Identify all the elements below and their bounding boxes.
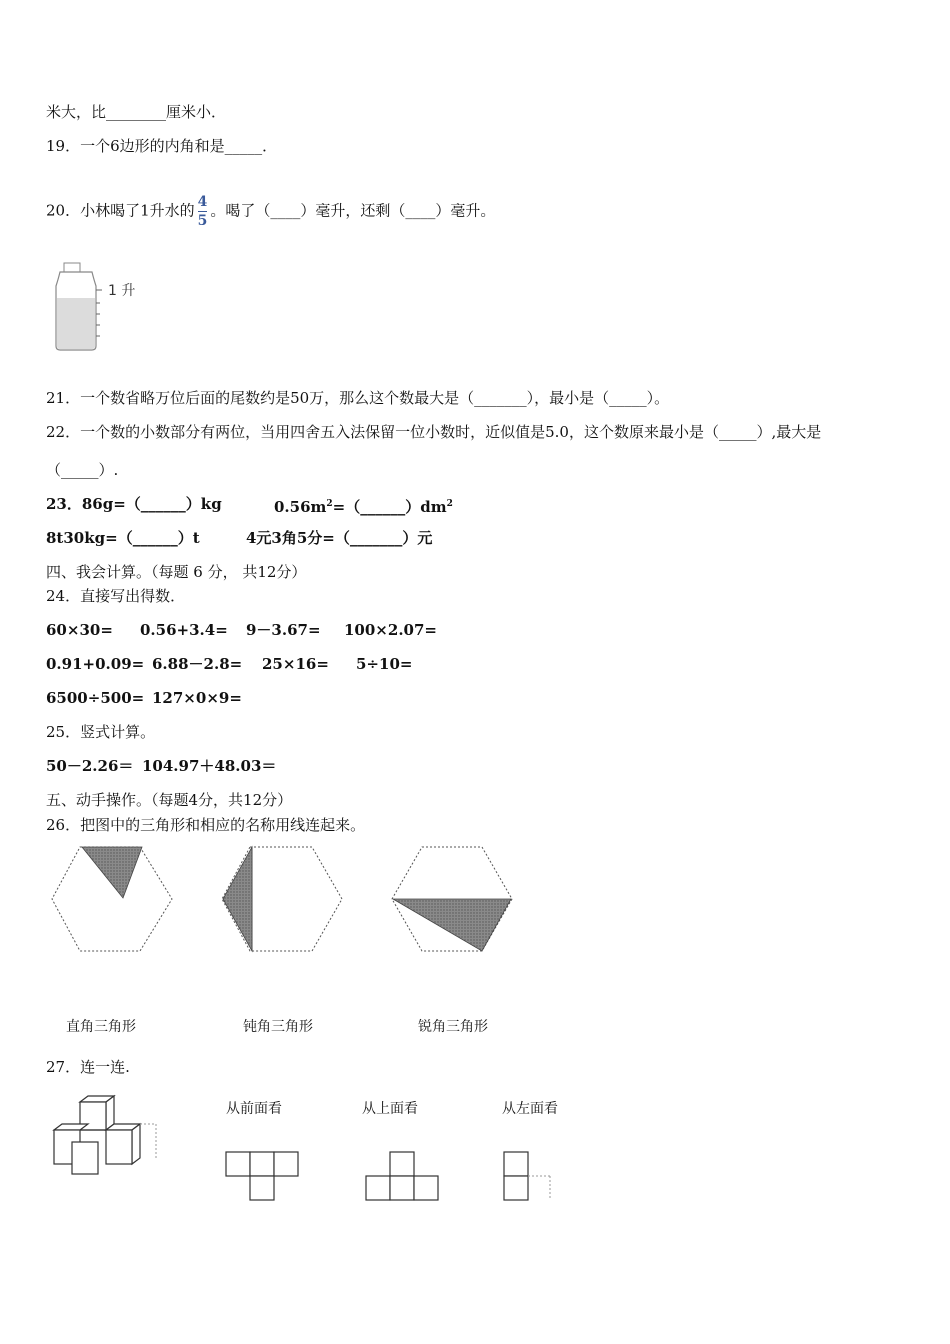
calc-item: 9－3.67= <box>246 621 321 639</box>
q23-row1 <box>46 494 453 516</box>
vertical-calc-item: 50－2.26＝ <box>46 757 134 775</box>
section-4-heading: 四、我会计算。（每题 6 分， 共12分） <box>46 563 307 581</box>
section-5-heading: 五、动手操作。（每题4分，共12分） <box>46 791 293 809</box>
q20-text-a: 20．小林喝了1升水的 <box>46 201 195 220</box>
q20 <box>46 194 495 229</box>
hexagon-2 <box>222 847 342 951</box>
calc-item: 5÷10= <box>356 655 413 673</box>
calc-item: 6.88－2.8= <box>152 655 243 673</box>
q23-a: 23．86g=（______）kg <box>46 495 222 513</box>
q19: 19．一个6边形的内角和是_____． <box>46 137 278 155</box>
hexagon-3 <box>392 847 512 951</box>
label-front-view: 从前面看 <box>226 1101 282 1117</box>
label-right-triangle: 直角三角形 <box>66 1019 136 1035</box>
q22-cont: （_____）. <box>46 461 119 479</box>
q20-text-b: 。喝了（____）毫升，还剩（____）毫升。 <box>210 201 496 220</box>
cube-stack-figure <box>50 1094 160 1178</box>
left-view-shape <box>500 1148 560 1202</box>
vertical-calc-item: 104.97＋48.03＝ <box>142 757 277 775</box>
top-view-shape <box>362 1148 442 1202</box>
label-acute-triangle: 锐角三角形 <box>418 1019 488 1035</box>
label-top-view: 从上面看 <box>362 1101 418 1117</box>
hexagon-figures <box>50 843 525 955</box>
q26: 26．把图中的三角形和相应的名称用线连起来。 <box>46 816 366 834</box>
q22: 22．一个数的小数部分有两位，当用四舍五入法保留一位小数时，近似值是5.0，这个数原来最小是（_____）,最大是 <box>46 423 822 441</box>
q23-b: $0.56m^2=(\_\_\_\_\_\_)dm^2$ <box>274 498 453 516</box>
calc-item: 0.56+3.4= <box>140 621 228 639</box>
q24: 24．直接写出得数． <box>46 587 186 605</box>
q18-tail: 米大，比________厘米小． <box>46 103 227 121</box>
bottle-label: 1 升 <box>108 283 136 299</box>
calc-item: 60×30= <box>46 621 113 639</box>
q23-row2 <box>46 528 433 548</box>
hexagon-1 <box>52 847 172 951</box>
label-left-view: 从左面看 <box>502 1101 558 1117</box>
calc-item: 100×2.07= <box>344 621 437 639</box>
calc-item: 127×0×9= <box>152 689 242 707</box>
calc-item: 0.91+0.09= <box>46 655 145 673</box>
calc-item: 25×16= <box>262 655 329 673</box>
q21: 21．一个数省略万位后面的尾数约是50万，那么这个数最大是（_______），最小是（_____）。 <box>46 389 670 407</box>
label-obtuse-triangle: 钝角三角形 <box>243 1019 313 1035</box>
q23-c: 8t30kg=（______）t <box>46 529 200 547</box>
calc-item: 6500÷500= <box>46 689 145 707</box>
q25: 25．竖式计算。 <box>46 723 156 741</box>
q27: 27．连一连. <box>46 1058 130 1076</box>
q23-d: 4元3角5分=（_______）元 <box>246 529 433 547</box>
bottle-figure <box>50 258 160 354</box>
front-view-shape <box>222 1148 302 1202</box>
q20-fraction: $\frac{4}{5}$ <box>197 194 208 229</box>
